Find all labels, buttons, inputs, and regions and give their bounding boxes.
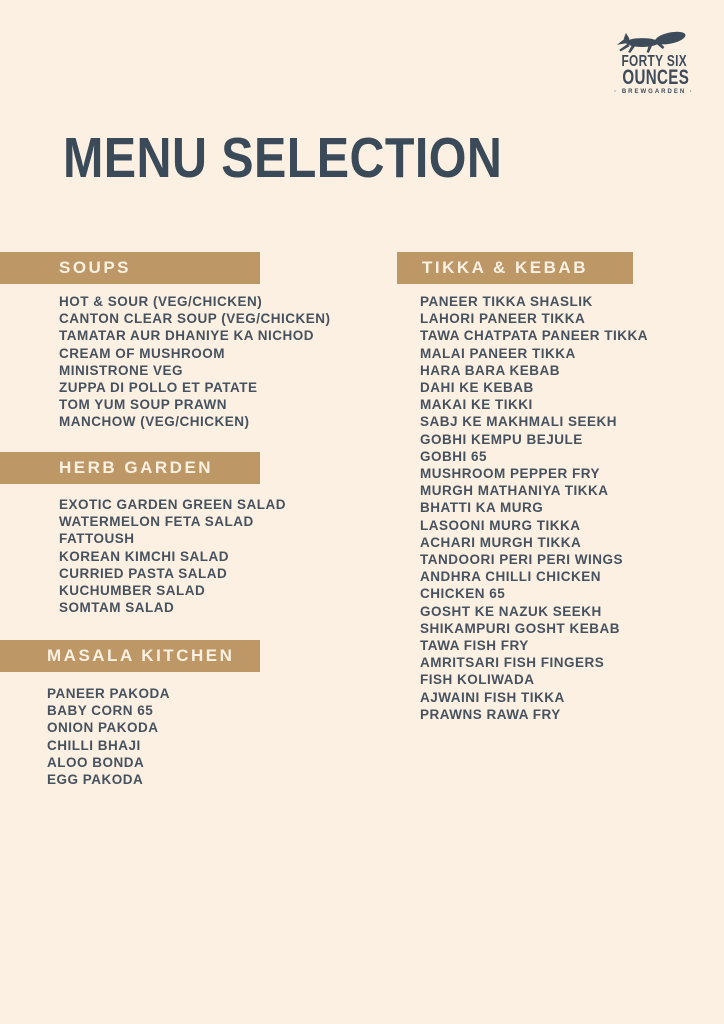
menu-item: MALAI PANEER TIKKA bbox=[420, 345, 576, 361]
menu-list-tikka-kebab bbox=[420, 293, 648, 723]
menu-item: CREAM OF MUSHROOM bbox=[59, 345, 225, 361]
section-header-label: HERB GARDEN bbox=[59, 458, 214, 477]
menu-item: KUCHUMBER SALAD bbox=[59, 583, 206, 599]
section-header-label: MASALA KITCHEN bbox=[47, 646, 235, 665]
menu-item: DAHI KE KEBAB bbox=[420, 380, 534, 396]
menu-item: MURGH MATHANIYA TIKKA bbox=[420, 483, 609, 499]
menu-item: TAWA CHATPATA PANEER TIKKA bbox=[420, 328, 648, 344]
menu-item: CURRIED PASTA SALAD bbox=[59, 565, 228, 581]
menu-item: MAKAI KE TIKKI bbox=[420, 397, 533, 413]
menu-item: MANCHOW (VEG/CHICKEN) bbox=[59, 414, 250, 430]
menu-item: TAMATAR AUR DHANIYE KA NICHOD bbox=[59, 328, 314, 344]
menu-list-herb-garden bbox=[59, 496, 286, 616]
section-header-label: SOUPS bbox=[59, 258, 132, 277]
section-header-soups bbox=[0, 252, 260, 284]
menu-item: SHIKAMPURI GOSHT KEBAB bbox=[420, 620, 621, 636]
menu-item: FATTOUSH bbox=[59, 531, 135, 547]
menu-item: AMRITSARI FISH FINGERS bbox=[420, 655, 605, 671]
menu-item: HOT & SOUR (VEG/CHICKEN) bbox=[59, 294, 263, 309]
menu-item: EXOTIC GARDEN GREEN SALAD bbox=[59, 497, 287, 512]
menu-item: BABY CORN 65 bbox=[47, 703, 154, 719]
menu-item: TANDOORI PERI PERI WINGS bbox=[420, 552, 624, 568]
menu-item: GOSHT KE NAZUK SEEKH bbox=[420, 603, 602, 619]
menu-item: PANEER PAKODA bbox=[47, 686, 171, 701]
menu-list-soups bbox=[59, 293, 331, 431]
menu-item: LAHORI PANEER TIKKA bbox=[420, 311, 586, 327]
menu-item: MUSHROOM PEPPER FRY bbox=[420, 466, 601, 482]
menu-item: BHATTI KA MURG bbox=[420, 500, 544, 516]
menu-item: KOREAN KIMCHI SALAD bbox=[59, 548, 229, 564]
menu-item: SABJ KE MAKHMALI SEEKH bbox=[420, 414, 618, 430]
menu-item: SOMTAM SALAD bbox=[59, 600, 175, 616]
menu-item: CANTON CLEAR SOUP (VEG/CHICKEN) bbox=[59, 311, 331, 327]
menu-item: ANDHRA CHILLI CHICKEN bbox=[420, 569, 601, 585]
menu-item: TAWA FISH FRY bbox=[420, 638, 529, 654]
menu-item: FISH KOLIWADA bbox=[420, 672, 535, 688]
menu-item: GOBHI 65 bbox=[420, 448, 488, 464]
menu-item: TOM YUM SOUP PRAWN bbox=[59, 397, 228, 413]
menu-item: PANEER TIKKA SHASLIK bbox=[420, 294, 593, 309]
menu-item: ZUPPA DI POLLO ET PATATE bbox=[59, 380, 258, 396]
menu-item: CHICKEN 65 bbox=[420, 586, 506, 602]
menu-item: MINISTRONE VEG bbox=[59, 362, 184, 378]
section-header-label: TIKKA & KEBAB bbox=[422, 258, 588, 277]
section-header-masala-kitchen bbox=[0, 640, 260, 672]
brand-logo bbox=[610, 28, 698, 120]
brand-name-line2: OUNCES bbox=[622, 66, 690, 89]
menu-item: AJWAINI FISH TIKKA bbox=[420, 689, 565, 705]
section-header-tikka-kebab bbox=[397, 252, 633, 284]
menu-item: ACHARI MURGH TIKKA bbox=[420, 534, 582, 550]
menu-item: CHILLI BHAJI bbox=[47, 737, 141, 753]
menu-item: EGG PAKODA bbox=[47, 772, 144, 788]
menu-item: ALOO BONDA bbox=[47, 754, 145, 770]
menu-item: HARA BARA KEBAB bbox=[420, 362, 560, 378]
menu-list-masala-kitchen bbox=[47, 685, 170, 788]
menu-item: ONION PAKODA bbox=[47, 720, 159, 736]
brand-name-line1: FORTY SIX bbox=[621, 53, 688, 70]
section-header-herb-garden bbox=[0, 452, 260, 484]
menu-item: GOBHI KEMPU BEJULE bbox=[420, 431, 583, 447]
menu-item: WATERMELON FETA SALAD bbox=[59, 514, 254, 530]
brand-tagline: · BREWGARDEN · bbox=[614, 89, 694, 95]
page-title: MENU SELECTION bbox=[63, 126, 503, 190]
menu-item: LASOONI MURG TIKKA bbox=[420, 517, 581, 533]
menu-item: PRAWNS RAWA FRY bbox=[420, 706, 561, 722]
